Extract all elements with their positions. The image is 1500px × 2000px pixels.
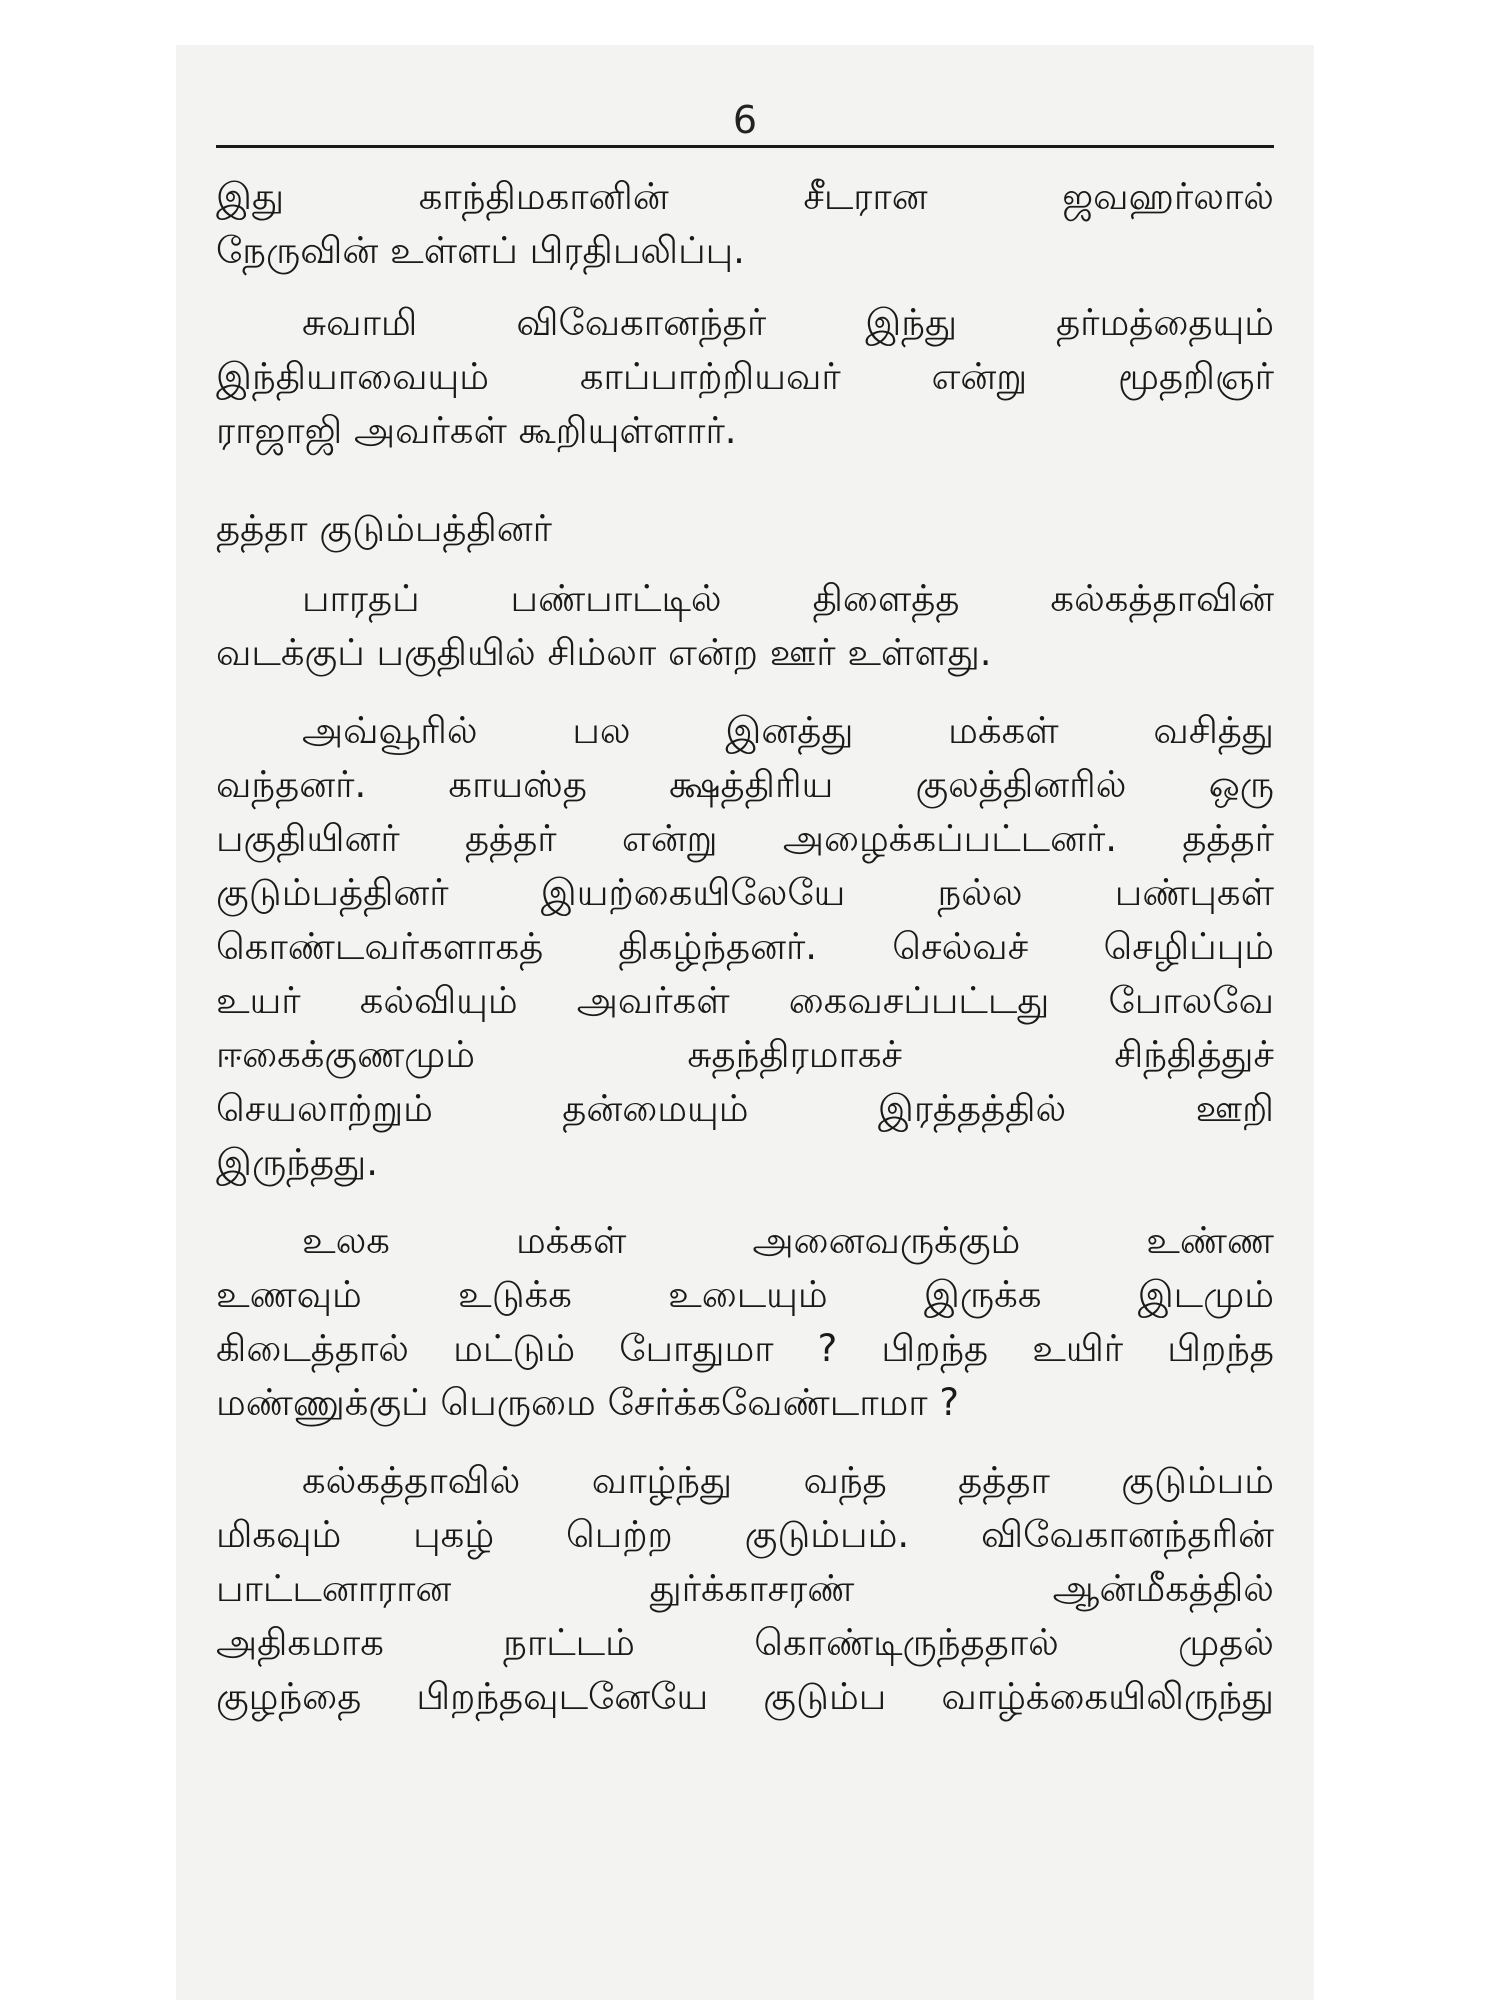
text-line: பாரதப் பண்பாட்டில் திளைத்த கல்கத்தாவின் [302, 577, 1274, 620]
paragraph-1 [216, 170, 1274, 278]
text-line: கல்கத்தாவில் வாழ்ந்து வந்த தத்தா குடும்பம் [302, 1459, 1274, 1502]
paragraph-5 [216, 1214, 1274, 1430]
text-line: உயர் கல்வியும் அவர்கள் கைவசப்பட்டது போலவே [216, 979, 1274, 1022]
text-line: இது காந்திமகானின் சீடரான ஜவஹர்லால் [216, 175, 1274, 218]
text-line: பாட்டனாரான துர்க்காசரண் ஆன்மீகத்தில் [216, 1567, 1274, 1610]
text-line: சுவாமி விவேகானந்தர் இந்து தர்மத்தையும் [302, 301, 1274, 344]
paragraph-6 [216, 1454, 1274, 1724]
text-line: குழந்தை பிறந்தவுடனேயே குடும்ப வாழ்க்கையிலிருந்து [216, 1675, 1274, 1718]
text-line: குடும்பத்தினர் இயற்கையிலேயே நல்ல பண்புகள் [216, 871, 1274, 914]
text-line: இந்தியாவையும் காப்பாற்றியவர் என்று மூதறிஞர் [216, 355, 1274, 398]
text-line: வடக்குப் பகுதியில் சிம்லா என்ற ஊர் உள்ளது. [216, 631, 992, 674]
paragraph-2 [216, 296, 1274, 458]
text-line: பகுதியினர் தத்தர் என்று அழைக்கப்பட்டனர். தத்தர் [216, 817, 1274, 860]
text-line: கிடைத்தால் மட்டும் போதுமா ? பிறந்த உயிர் பிறந்த [216, 1327, 1274, 1370]
body-text [216, 170, 1274, 1748]
text-line: மண்ணுக்குப் பெருமை சேர்க்கவேண்டாமா ? [216, 1381, 960, 1424]
text-line: மிகவும் புகழ் பெற்ற குடும்பம். விவேகானந்தரின் [216, 1513, 1274, 1556]
paragraph-4 [216, 704, 1274, 1190]
text-line: அவ்வூரில் பல இனத்து மக்கள் வசித்து [302, 709, 1274, 752]
text-line: ஈகைக்குணமும் சுதந்திரமாகச் சிந்தித்துச் [216, 1033, 1274, 1076]
page-number: 6 [732, 98, 758, 142]
text-line: இருந்தது. [216, 1141, 378, 1184]
text-line: உணவும் உடுக்க உடையும் இருக்க இடமும் [216, 1273, 1274, 1316]
text-line: ராஜாஜி அவர்கள் கூறியுள்ளார். [216, 409, 737, 452]
section-heading: தத்தா குடும்பத்தினர் [216, 507, 553, 550]
book-page [176, 45, 1314, 2000]
text-line: செயலாற்றும் தன்மையும் இரத்தத்தில் ஊறி [216, 1087, 1274, 1130]
header-rule [216, 145, 1274, 148]
text-line: வந்தனர். காயஸ்த க்ஷத்திரிய குலத்தினரில் ஒரு [216, 763, 1274, 806]
text-line: கொண்டவர்களாகத் திகழ்ந்தனர். செல்வச் செழிப்பும் [216, 925, 1274, 968]
text-line: உலக மக்கள் அனைவருக்கும் உண்ண [302, 1219, 1274, 1262]
paragraph-3 [216, 572, 1274, 680]
text-line: நேருவின் உள்ளப் பிரதிபலிப்பு. [216, 229, 745, 272]
text-line: அதிகமாக நாட்டம் கொண்டிருந்ததால் முதல் [216, 1621, 1274, 1664]
